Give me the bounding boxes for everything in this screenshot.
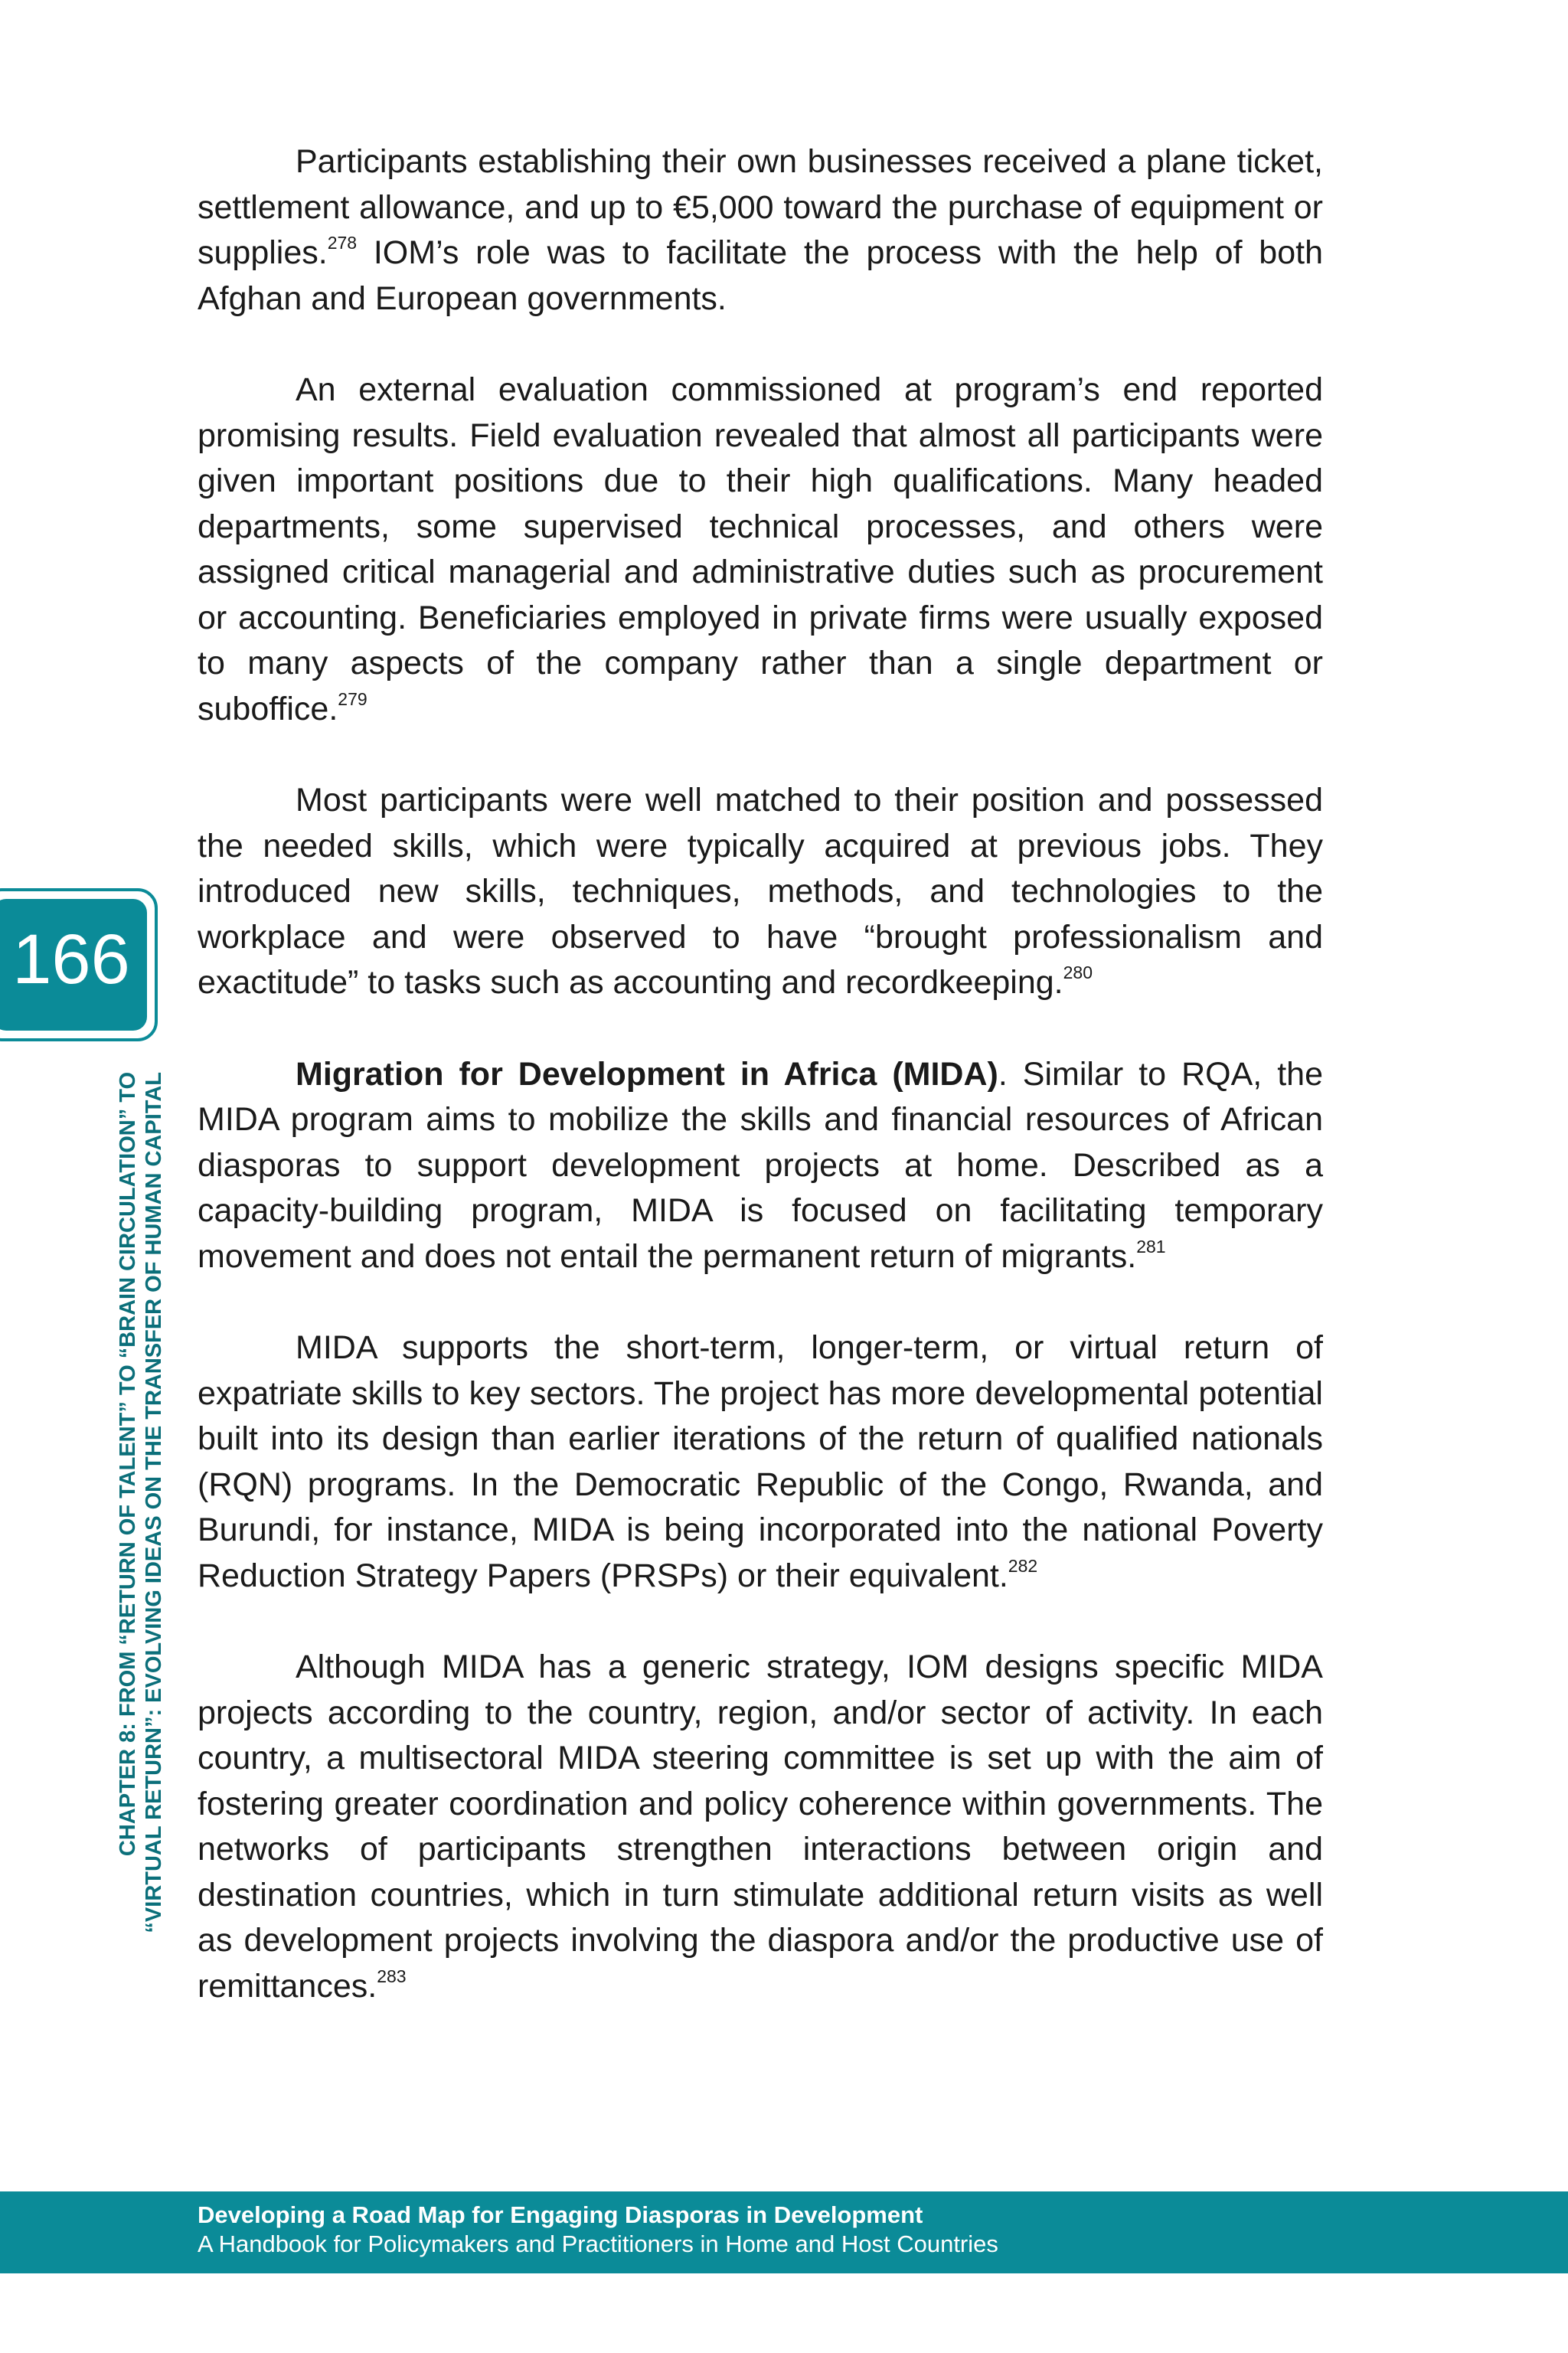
paragraph-3: Most participants were well matched to their position and possessed the needed skills, which were typically acquired at previous jobs. They introduced new skills, techniques, methods, and technologies to the workplace and were observed to have “brought professionalism and exactitude” to tasks such as accounting and recordkeeping.$^{280}$	[198, 782, 1323, 1001]
page-number-tab	[0, 888, 158, 1041]
footer-book-title: Developing a Road Map for Engaging Diasporas in Development	[198, 2201, 923, 2228]
footnote-ref-279[interactable]: 279	[338, 688, 368, 709]
footnote-ref-278[interactable]: 278	[327, 233, 358, 253]
footer-book-subtitle: A Handbook for Policymakers and Practitioners in Home and Host Countries	[198, 2230, 998, 2257]
chapter-title-line-1: CHAPTER 8: FROM “RETURN OF TALENT” TO “BRAIN CIRCULATION” TO	[116, 1072, 140, 1857]
footer-bar	[0, 2191, 1568, 2273]
footnote-ref-282[interactable]: 282	[1008, 1555, 1038, 1576]
paragraph-2: An external evaluation commissioned at program’s end reported promising results. Field evaluation revealed that almost all participants were given important positions due to their high qualifications. Many headed departments, some supervised technical processes, and others were assigned critical managerial and administrative duties such as procurement or accounting. Beneficiaries employed in private firms were usually exposed to many aspects of the company rather than a single department or suboffice.$^{279}$	[198, 371, 1323, 727]
paragraph-4: Migration for Development in Africa (MIDA). Similar to RQA, the MIDA program aims to mobilize the skills and financial resources of African diasporas to support development projects at home. Described as a capacity-building program, MIDA is focused on facilitating temporary movement and does not entail the permanent return of migrants.$^{281}$	[198, 1055, 1323, 1275]
footnote-ref-283[interactable]: 283	[377, 1966, 407, 1986]
page-number: 166	[12, 920, 130, 998]
chapter-side-title	[115, 1072, 167, 1953]
paragraph-6: Although MIDA has a generic strategy, IOM designs specific MIDA projects according to the country, region, and/or sector of activity. In each country, a multisectoral MIDA steering committee is set up with the aim of fostering greater coordination and policy coherence within governments. The networks of participants strengthen interactions between origin and destination countries, which in turn stimulate additional return visits as well as development projects involving the diaspora and/or the productive use of remittances.$^{283}$	[198, 1649, 1323, 2005]
paragraph-5: MIDA supports the short-term, longer-term, or virtual return of expatriate skills to key sectors. The project has more developmental potential built into its design than earlier iterations of the return of qualified nationals (RQN) programs. In the Democratic Republic of the Congo, Rwanda, and Burundi, for instance, MIDA is being incorporated into the national Poverty Reduction Strategy Papers (PRSPs) or their equivalent.$^{282}$	[198, 1329, 1323, 1594]
chapter-title-line-2: “VIRTUAL RETURN”: EVOLVING IDEAS ON THE TRANSFER OF HUMAN CAPITAL	[142, 1072, 166, 1933]
footnote-ref-281[interactable]: 281	[1136, 1236, 1166, 1257]
main-text	[198, 139, 1323, 2055]
footnote-ref-280[interactable]: 280	[1063, 962, 1093, 982]
paragraph-1: Participants establishing their own businesses received a plane ticket, settlement allowance, and up to €5,000 toward the purchase of equipment or supplies.$^{278}$ IOM’s role was to facilitate the process with the help of both Afghan and European governments.	[198, 143, 1323, 317]
section-heading-mida: Migration for Development in Africa (MIDA)	[296, 1055, 998, 1093]
